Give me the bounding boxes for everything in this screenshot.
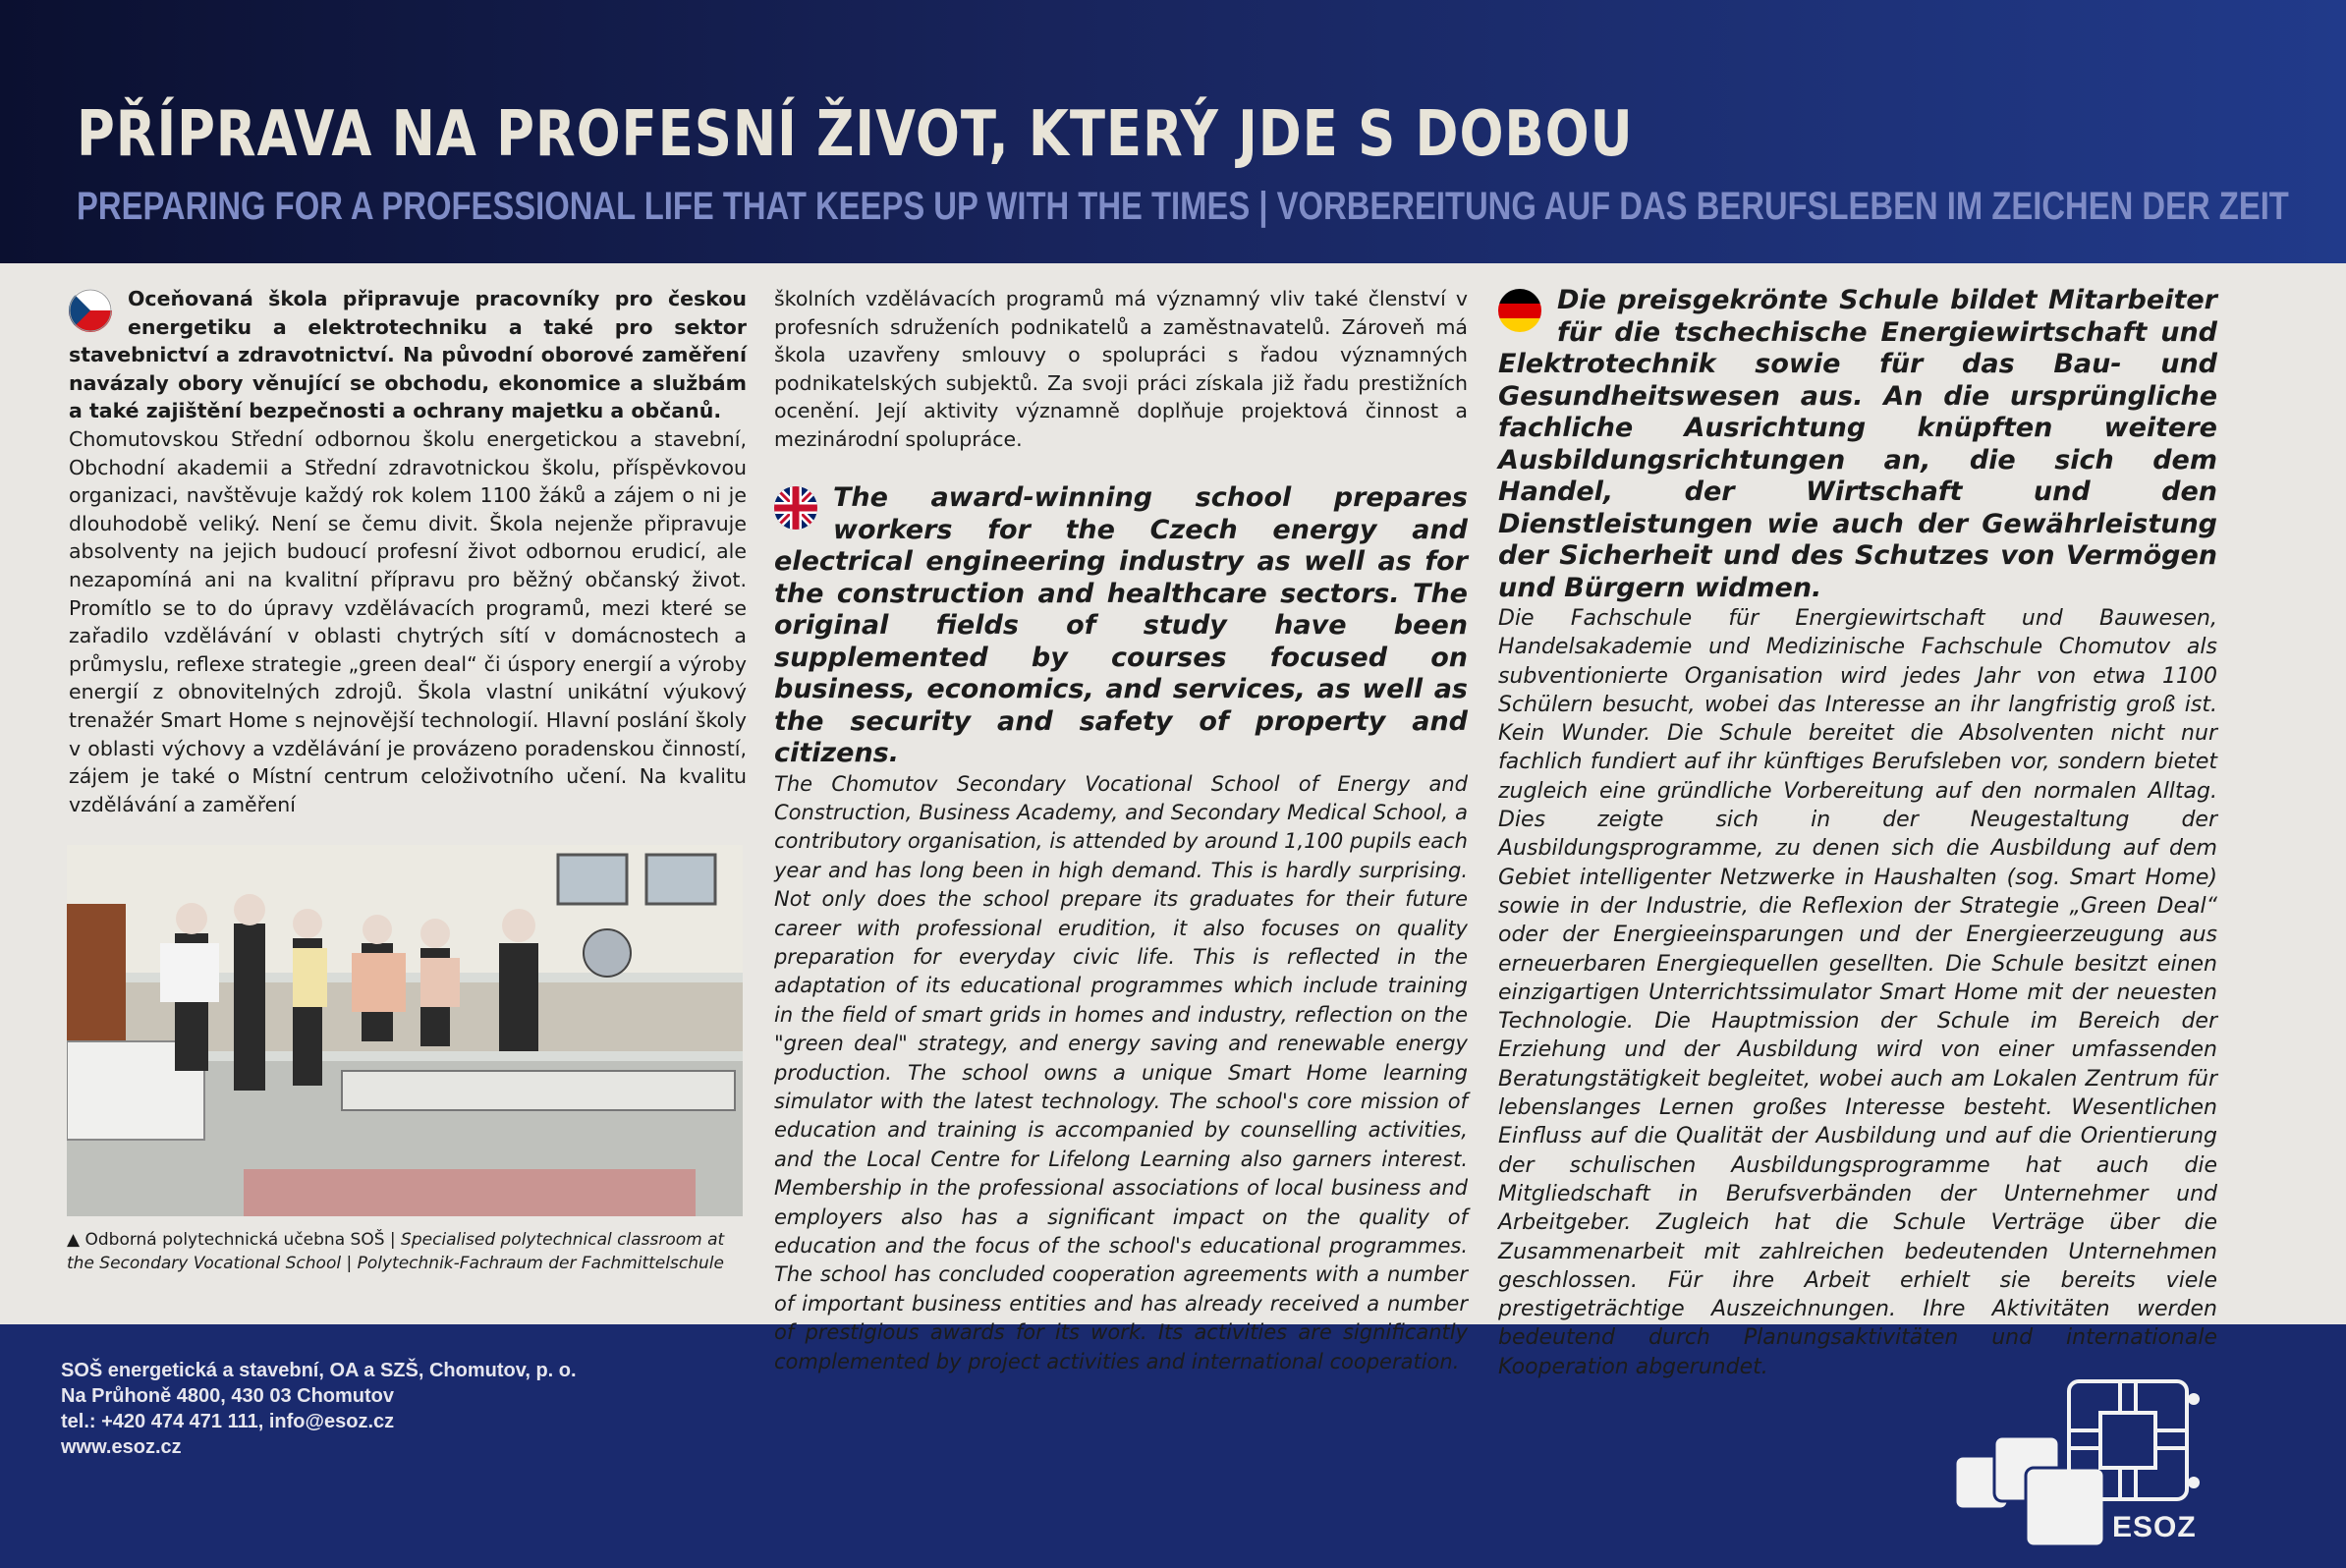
czech-flag-icon [69, 289, 112, 332]
header-band [0, 0, 2346, 263]
footer-web: www.esoz.cz [61, 1436, 182, 1458]
czech-body: Chomutovskou Střední odbornou školu energetickou a stavební, Obchodní akademii a Střední zdravotnickou školu, příspěvkovou organizaci, navštěvuje každý rok kolem 1100 žáků a zájem o ni je dlouhodobě veliký. Není se čemu divit. Škola nejenže připravuje absolventy na jejich budoucí profesní život odbornou erudicí, ale nezapomíná ani na kvalitní přípravu pro běžný občanský život. Promítlo se to do úpravy vzdělávacích programů, mezi které se zařadilo vzdělávání v oblasti chytrých sítí v domácnostech a průmyslu, reflexe strategie „green deal“ či úspory energií a výroby energií z obnovitelných zdrojů. Škola vlastní unikátní výukový trenažér Smart Home s nejnovější technologií. Hlavní poslání školy v oblasti výchovy a vzdělávání je provázeno poradenskou činností, zájem je také o Místní centrum celoživotního učení. Na kvalitu vzdělávání a zaměření [69, 426, 747, 816]
footer-org: SOŠ energetická a stavební, OA a SZŠ, Chomutov, p. o. [61, 1360, 577, 1381]
uk-flag-icon [774, 486, 817, 530]
esoz-logo-icon [1953, 1379, 2248, 1548]
german-flag-icon [1498, 289, 1541, 332]
footer-address: Na Průhoně 4800, 430 03 Chomutov [61, 1385, 395, 1407]
page-subtitle: PREPARING FOR A PROFESSIONAL LIFE THAT KEEPS UP WITH THE TIMES | VORBEREITUNG AUF DAS BERUFSLEBEN IM ZEICHEN DER ZEIT [77, 185, 2289, 228]
czech-continuation: školních vzdělávacích programů má významný vliv také členství v profesních sdruženích podnikatelů a zaměstnavatelů. Zároveň má škola uzavřeny smlouvy o spolupráci s řadou významných podnikatelských subjektů. Za svoji práci získala již řadu prestižních ocenění. Její aktivity významně doplňuje projektová činnost a mezinárodní spolupráce. [774, 287, 1468, 451]
czech-column [69, 285, 747, 818]
german-lead-wrap [1498, 285, 2217, 604]
german-lead: Die preisgekrönte Schule bildet Mitarbeiter für die tschechische Energiewirtschaft und Elektrotechnik sowie für das Bau- und Gesundheitswesen aus. An die ursprüngliche fachliche Ausrichtung knüpften weitere Ausbildungsrichtungen an, die sich dem Handel, der Wirtschaft und den Dienstleistungen wie auch der Gewährleistung der Sicherheit und des Schutzes von Vermögen und Bürgern widmen. [1498, 285, 2217, 603]
english-body: The Chomutov Secondary Vocational School of Energy and Construction, Business Academy, and Secondary Medical School, a contributory organisation, is attended by around 1,100 pupils each year and has long been in high demand. This is hardly surprising. Not only does the school prepare its graduates for their future career with professional erudition, it also focuses on quality preparation for everyday civic life. This is reflected in the adaptation of its educational programmes which include training in the field of smart grids in homes and industry, reflection on the "green deal" strategy, and energy saving and renewable energy production. The school owns a unique Smart Home learning simulator with the latest technology. The school's core mission of education and training is accompanied by counselling activities, and the Local Centre for Lifelong Learning also garners interest. Membership in the professional associations of local business and employers also has a significant impact on the quality of education and the focus of the school's educational programmes. The school has concluded cooperation agreements with a number of important business entities and has already received a number of prestigious awards for its work. Its activities are significantly complemented by project activities and international cooperation. [774, 771, 1468, 1373]
caption-en-de: Specialised polytechnical classroom at the Secondary Vocational School | Polytechnik-Fachraum der Fachmittelschule [67, 1230, 725, 1273]
czech-lead: Oceňovaná škola připravuje pracovníky pro českou energetiku a elektrotechniku a také pro sektor stavebnictví a zdravotnictví. Na původní oborové zaměření navázaly obory věnující se obchodu, ekonomice a službám a také zajištění bezpečnosti a ochrany majetku a občanů. [69, 287, 747, 423]
page-title: PŘÍPRAVA NA PROFESNÍ ŽIVOT, KTERÝ JDE S DOBOU [77, 98, 1634, 171]
german-body: Die Fachschule für Energiewirtschaft und Bauwesen, Handelsakademie und Medizinische Fachschule Chomutov als subventionierte Organisation wird jedes Jahr von etwa 1100 Schülern besucht, wobei das Interesse an ihr langfristig groß ist. Kein Wunder. Die Schule bereitet die Absolventen nicht nur fachlich fundiert auf ihr künftiges Berufsleben vor, sondern bietet zugleich eine gründliche Vorbereitung auf den normalen Alltag. Dies zeigte sich in der Neugestaltung der Ausbildungsprogramme, zu denen sich die Ausbildung auf dem Gebiet intelligenter Netzwerke in Haushalten (sog. Smart Home) sowie in der Industrie, die Reflexion der Strategie „Green Deal“ oder der Energieeinsparungen und der Energieerzeugung aus erneuerbaren Energiequellen gesellten. Die Schule besitzt einen einzigartigen Unterrichtssimulator Smart Home mit der neuesten Technologie. Die Hauptmission der Schule im Bereich der Erziehung und der Ausbildung wird von einer umfassenden Beratungstätigkeit begleitet, wobei auch am Lokalen Zentrum für lebenslanges Lernen großes Interesse besteht. Wesentlichen Einfluss auf die Qualität der Ausbildung und auf die Orientierung der schulischen Ausbildungsprogramme hat auch die Mitgliedschaft in Berufsverbänden der Unternehmer und Arbeitgeber. Zugleich hat die Schule Verträge über die Zusammenarbeit mit zahlreichen bedeutenden Unternehmen geschlossen. Für ihre Arbeit erhielt sie bereits viele prestigeträchtige Auszeichnungen. Ihre Aktivitäten werden bedeutend durch Planungsaktivitäten und internationale Kooperation abgerundet. [1498, 606, 2217, 1379]
photo-caption [67, 1228, 754, 1275]
german-column [1498, 285, 2217, 1381]
classroom-photo [67, 845, 743, 1216]
english-lead-wrap [774, 482, 1468, 770]
english-lead: The award-winning school prepares workers for the Czech energy and electrical engineering industry as well as for the construction and healthcare sectors. The original fields of study have been supplemented by courses focused on business, economics, and services, as well as the security and safety of property and citizens. [774, 482, 1468, 768]
english-column [774, 285, 1468, 1376]
esoz-logo-text: ESOZ [2112, 1511, 2197, 1543]
caption-cz: ▲ Odborná polytechnická učebna SOŠ | [67, 1230, 396, 1250]
footer-contact [61, 1358, 577, 1460]
footer-contact-line: tel.: +420 474 471 111, info@esoz.cz [61, 1411, 395, 1432]
